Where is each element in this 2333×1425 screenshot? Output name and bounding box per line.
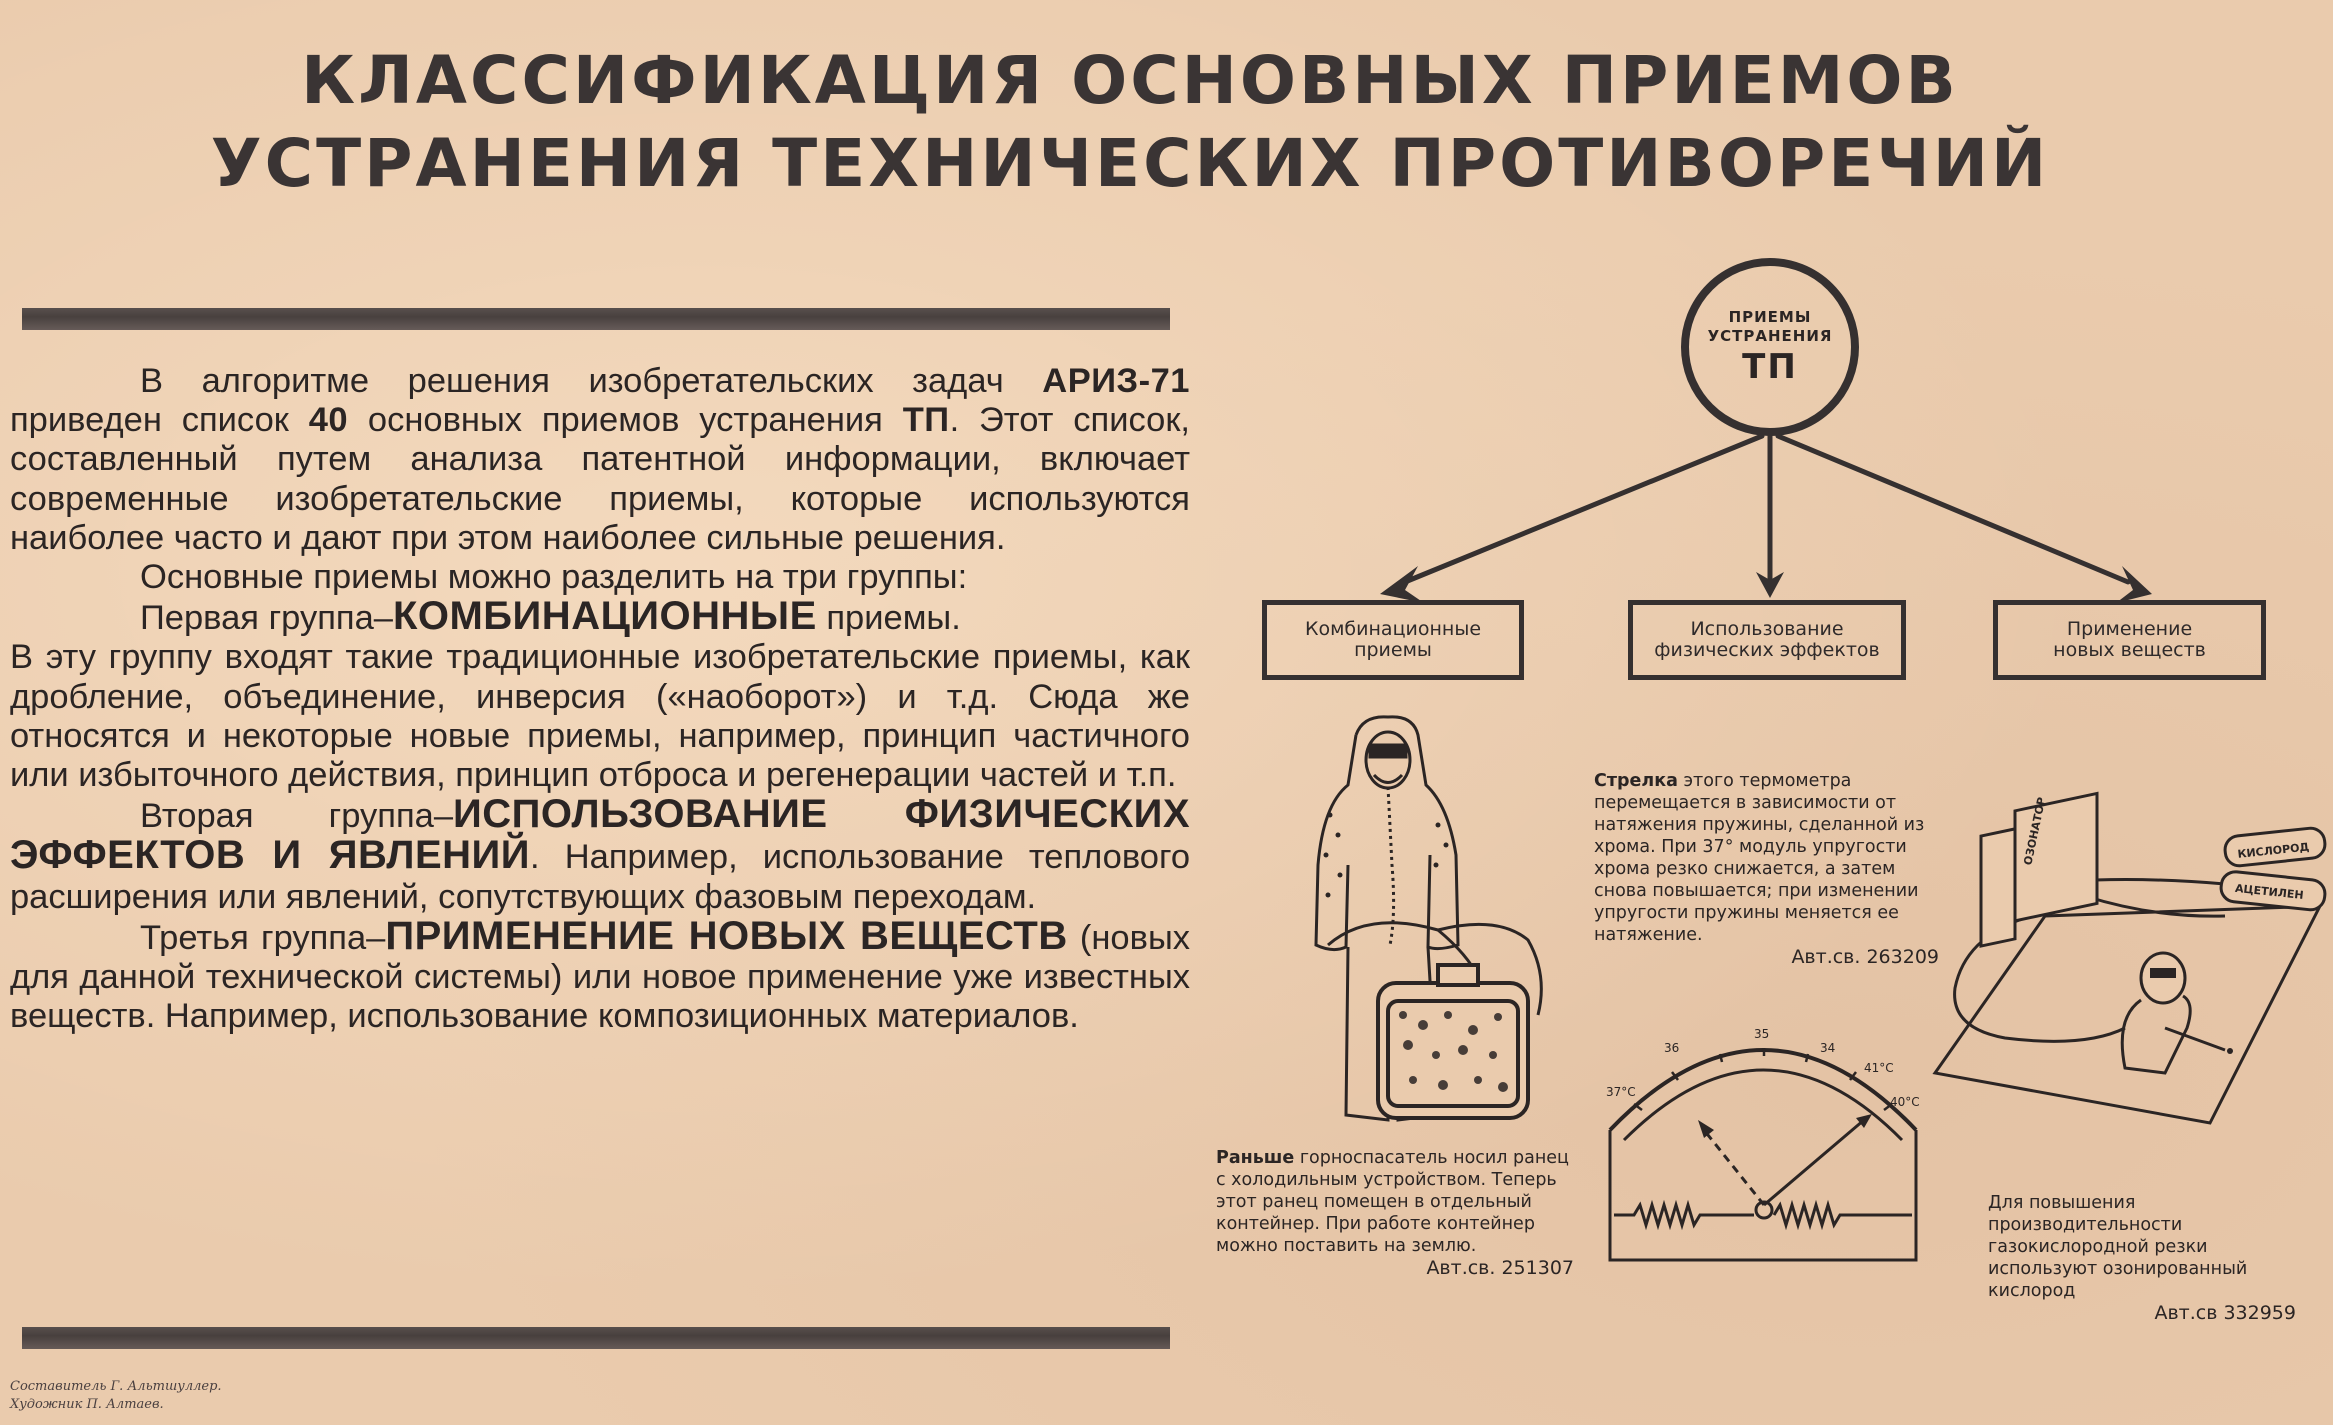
paragraph-ariz: В алгоритме решения изобретательских задач АРИЗ-71 приведен список 40 основных приемов устранения ТП. Этот список, составленный путем анализа патентной информации, включает современные изобретательские приемы, которые используются наиболее часто и дают при этом наиболее сильные решения.: [10, 362, 1190, 557]
caption-thermometer: Стрелка этого термометра перемещается в зависимости от натяжения пружины, сделанной из хрома. При 37° модуль упругости хрома резко снижается, а затем снова повышается; при изменении упругости пружины меняется ее натяжение. Авт.св. 263209: [1594, 771, 1939, 968]
gas-cutting-illustration: [1925, 788, 2333, 1148]
title-line-2: УСТРАНЕНИЯ ТЕХНИЧЕСКИХ ПРОТИВОРЕЧИЙ: [210, 125, 2050, 202]
patent-ref-332959: Авт.св 332959: [2154, 1302, 2296, 1324]
node-physical-effects: Использование физических эффектов: [1628, 600, 1906, 680]
scale-label-35: 35: [1754, 1027, 1770, 1041]
scale-label-41: 41°C: [1864, 1061, 1894, 1075]
caption-gas-cutting: Для повышения производительности газокислородной резки используют озонированный кислород Авт.св 332959: [1988, 1193, 2296, 1324]
credit-artist: Художник П. Алтаев.: [10, 1397, 164, 1412]
arrowhead-combination: [1380, 566, 1424, 603]
patent-ref-251307: Авт.св. 251307: [1426, 1257, 1574, 1279]
arrow-to-substances: [1778, 436, 2128, 582]
paragraph-groups: Основные приемы можно разделить на три группы:: [140, 558, 968, 597]
caption-mine-rescuer: Раньше горноспасатель носил ранец с холодильным устройством. Теперь этот ранец помещен в отдельный контейнер. При работе контейнер можно поставить на землю. Авт.св. 251307: [1216, 1148, 1574, 1279]
paragraph-group-2: Вторая группа–ИСПОЛЬЗОВАНИЕ ФИЗИЧЕСКИХ ЭФФЕКТОВ И ЯВЛЕНИЙ. Например, использование теплового расширения или явлений, сопутствующих фазовым переходам.: [10, 792, 1191, 916]
paragraph-group-3: Третья группа–ПРИМЕНЕНИЕ НОВЫХ ВЕЩЕСТВ (новых для данной технической системы) или новое применение уже известных веществ. Например, использование композиционных материалов.: [10, 913, 1190, 1036]
root-node: ПРИЕМЫ УСТРАНЕНИЯ ТП: [1681, 258, 1859, 436]
title-line-1: КЛАССИФИКАЦИЯ ОСНОВНЫХ ПРИЕМОВ: [301, 42, 1959, 119]
patent-ref-263209: Авт.св. 263209: [1791, 946, 1939, 968]
scale-label-40: 40°C: [1890, 1095, 1920, 1109]
tank-label-oxygen: КИСЛОРОД: [2236, 840, 2310, 861]
scale-label-36: 36: [1664, 1041, 1680, 1055]
arrowhead-substances: [2116, 566, 2152, 603]
mine-rescuer-illustration: [1288, 715, 1578, 1135]
scale-label-37: 37°C: [1606, 1085, 1636, 1099]
credit-author: Составитель Г. Альтшуллер.: [10, 1379, 222, 1394]
paragraph-group-1: Первая группа–КОМБИНАЦИОННЫЕ приемы.: [140, 594, 961, 639]
node-new-substances: Применение новых веществ: [1993, 600, 2266, 680]
arrow-to-combination: [1405, 436, 1762, 582]
thermometer-illustration: [1594, 1010, 1934, 1285]
device-label-ozonator: ОЗОНАТОР: [2021, 795, 2049, 867]
paragraph-group-1-details: В эту группу входят такие традиционные изобретательские приемы, как дробление, объединение, инверсия («наоборот») и т.д. Сюда же относятся и некоторые новые приемы, например, принцип частичного или избыточного действия, принцип отброса и регенерации частей и т.п.: [10, 638, 1190, 795]
tank-label-acetylene: АЦЕТИЛЕН: [2234, 881, 2305, 902]
node-combination-methods: Комбинационные приемы: [1262, 600, 1524, 680]
scale-label-34: 34: [1820, 1041, 1836, 1055]
